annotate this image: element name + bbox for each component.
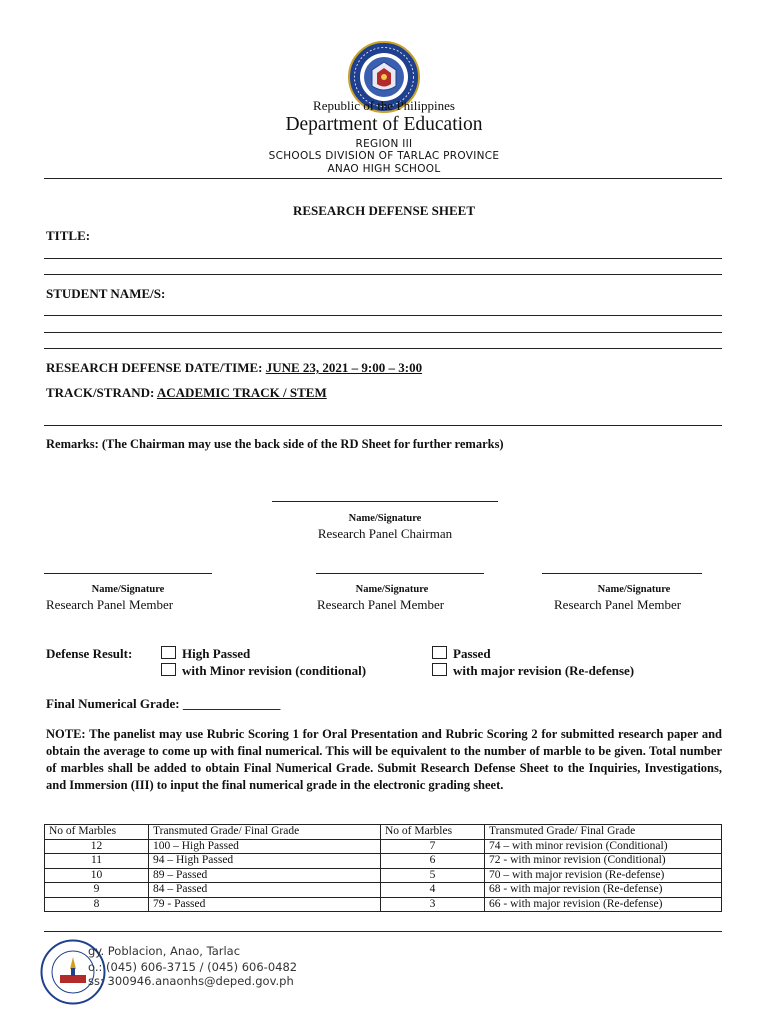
table-header: Transmuted Grade/ Final Grade [149,825,381,840]
table-cell: 74 – with minor revision (Conditional) [485,839,722,854]
table-cell: 12 [45,839,149,854]
table-cell: 4 [381,883,485,898]
department-name: Department of Education [285,114,483,135]
track-value: ACADEMIC TRACK / STEM [156,385,327,400]
table-cell: 84 – Passed [149,883,381,898]
chairman-signature-line [272,501,498,502]
footer-address: gy. Poblacion, Anao, Tarlac [88,944,241,958]
table-cell: 7 [381,839,485,854]
table-cell: 94 – High Passed [149,854,381,869]
table-cell: 8 [45,897,149,912]
title-line-1 [44,258,722,259]
member-1-role: Research Panel Member [46,597,174,612]
footer-email: ss: 300946.anaonhs@deped.gov.ph [88,974,294,988]
member-3-name-signature: Name/Signature [597,584,671,595]
table-header: No of Marbles [45,825,149,840]
republic-line: Republic of the Philippines [313,98,455,113]
students-label: STUDENT NAME/S: [46,286,166,301]
table-cell: 68 - with major revision (Re-defense) [485,883,722,898]
track-label: TRACK/STRAND: [46,385,155,400]
table-row [45,854,722,869]
table-cell: 66 - with major revision (Re-defense) [485,897,722,912]
remarks-text: Remarks: (The Chairman may use the back side of the RD Sheet for further remarks) [46,437,504,451]
passed-checkbox[interactable] [432,646,447,659]
division-line: SCHOOLS DIVISION OF TARLAC PROVINCE [268,150,500,162]
major-revision-label: with major revision (Re-defense) [453,663,635,678]
table-cell: 3 [381,897,485,912]
region-line: REGION III [355,138,413,150]
table-cell: 72 - with minor revision (Conditional) [485,854,722,869]
defense-date [46,360,422,376]
chairman-name-signature: Name/Signature [348,513,422,524]
member-2-name-signature: Name/Signature [355,584,429,595]
header-divider [44,178,722,179]
high-passed-checkbox[interactable] [161,646,176,659]
table-header-row [45,825,722,840]
chairman-role: Research Panel Chairman [317,526,453,541]
students-line-3 [44,348,722,349]
table-row [45,868,722,883]
member-1-signature-line [44,573,212,574]
member-3-role: Research Panel Member [554,597,682,612]
table-cell: 70 – with major revision (Re-defense) [485,868,722,883]
table-cell: 11 [45,854,149,869]
option-high-passed[interactable] [161,646,250,662]
member-2-signature-line [316,573,484,574]
option-minor-revision[interactable] [161,663,366,679]
table-header: No of Marbles [381,825,485,840]
table-row [45,839,722,854]
high-passed-label: High Passed [182,646,251,661]
table-cell: 89 – Passed [149,868,381,883]
table-cell: 6 [381,854,485,869]
option-major-revision[interactable] [432,663,634,679]
date-label: RESEARCH DEFENSE DATE/TIME: [46,360,263,375]
minor-revision-checkbox[interactable] [161,663,176,676]
track-strand [46,385,327,401]
table-cell: 79 - Passed [149,897,381,912]
member-2-role: Research Panel Member [317,597,445,612]
option-passed[interactable] [432,646,491,662]
table-cell: 9 [45,883,149,898]
title-label: TITLE: [46,228,91,243]
passed-label: Passed [453,646,491,661]
member-3-signature-line [542,573,702,574]
major-revision-checkbox[interactable] [432,663,447,676]
marbles-grade-table [44,824,722,912]
table-cell: 5 [381,868,485,883]
footer-divider [44,931,722,932]
footer-phone: o.: (045) 606-3715 / (045) 606-0482 [88,960,298,974]
final-grade-label: Final Numerical Grade: _______________ [46,696,281,711]
note-paragraph: NOTE: The panelist may use Rubric Scoring 1 for Oral Presentation and Rubric Scoring 2 for submitted research paper and obtain the average to come up with final numerical. This will be equivalent to the number of marble to be given. Total number of marbles shall be added to obtain Final Numerical Grade. Submit Research Defense Sheet to the Inquiries, Investigations, and Immersion (III) to input the final numerical grade in the electronic grading sheet. [46,727,722,792]
form-title: RESEARCH DEFENSE SHEET [292,203,476,218]
minor-revision-label: with Minor revision (conditional) [182,663,367,678]
table-row [45,883,722,898]
table-row [45,897,722,912]
students-line-1 [44,315,722,316]
date-value: JUNE 23, 2021 – 9:00 – 3:00 [265,360,423,375]
table-cell: 10 [45,868,149,883]
track-divider [44,425,722,426]
defense-result-label: Defense Result: [46,646,133,661]
member-1-name-signature: Name/Signature [91,584,165,595]
table-cell: 100 – High Passed [149,839,381,854]
students-line-2 [44,332,722,333]
school-line: ANAO HIGH SCHOOL [327,163,441,175]
table-header: Transmuted Grade/ Final Grade [485,825,722,840]
title-line-2 [44,274,722,275]
